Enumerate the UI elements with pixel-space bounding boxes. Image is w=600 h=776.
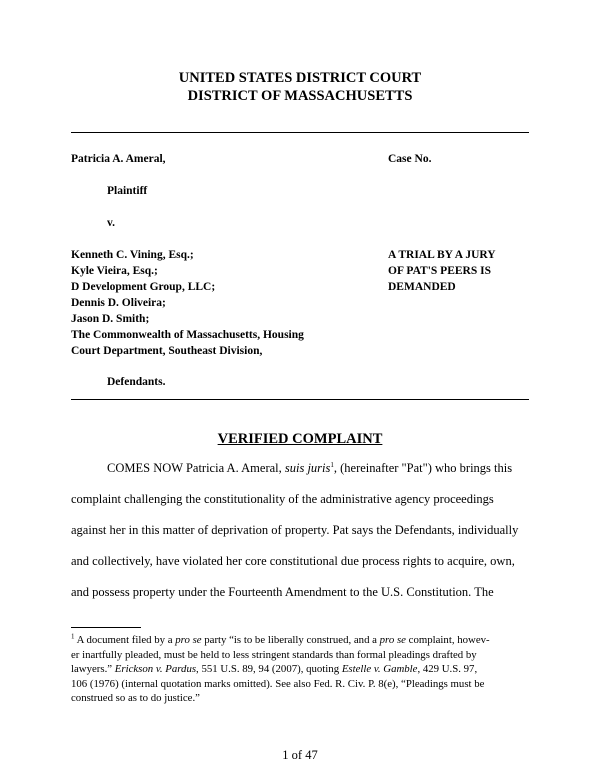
footnote-reference[interactable]: 1: [330, 460, 334, 469]
court-name: UNITED STATES DISTRICT COURT: [178, 70, 422, 86]
case-number-label: Case No.: [388, 153, 432, 165]
complaint-title: VERIFIED COMPLAINT: [217, 431, 383, 447]
caption-bottom-rule: [71, 399, 529, 400]
defendants-label: Defendants.: [107, 376, 166, 388]
versus-label: v.: [107, 217, 115, 229]
footnote-separator: [71, 627, 141, 628]
complaint-paragraph-line: against her in this matter of deprivation of property. Pat says the Defendants, individually: [71, 523, 519, 537]
caption-top-rule: [71, 132, 529, 133]
complaint-paragraph-first-line: COMES NOW Patricia A. Ameral, suis juris$^1$, (hereinafter "Pat") who brings this: [107, 460, 513, 475]
plaintiff-name: Patricia A. Ameral,: [71, 153, 166, 165]
defendant-item: Court Department, Southeast Division,: [71, 345, 263, 357]
jury-demand-line: DEMANDED: [388, 281, 456, 293]
complaint-paragraph-line: and possess property under the Fourteenth Amendment to the U.S. Constitution. The: [71, 585, 494, 599]
jury-demand-line: OF PAT'S PEERS IS: [388, 265, 491, 277]
suis-juris-term: suis juris: [284, 461, 331, 475]
jury-demand-line: A TRIAL BY A JURY: [388, 249, 496, 261]
plaintiff-label: Plaintiff: [107, 185, 148, 197]
footnote: $^1$ A document filed by a pro se party “is to be liberally construed, and a pro se complaint, howev- er inartfully pleaded, must be held to less stringent standards than formal pleadings drafted by lawyers.” Erickson v. Pardus, 551 U.S. 89, 94 (2007), quoting Estelle v. Gamble, 429 U.S. 97, 106 (1976) (internal quotation marks omitted). See also Fed. R. Civ. P. 8(e), “Pleadings must be construed so as to do justice.”: [71, 632, 490, 704]
defendant-item: D Development Group, LLC;: [71, 281, 216, 293]
defendant-item: Kenneth C. Vining, Esq.;: [71, 249, 194, 261]
page-number: 1 of 47: [282, 748, 318, 762]
defendant-item: Dennis D. Oliveira;: [71, 297, 166, 309]
defendant-item: Jason D. Smith;: [71, 313, 150, 325]
defendant-item: Kyle Vieira, Esq.;: [71, 265, 158, 277]
footnote-marker: 1: [71, 632, 75, 641]
court-district: DISTRICT OF MASSACHUSETTS: [187, 88, 413, 104]
defendant-item: The Commonwealth of Massachusetts, Housing: [71, 329, 304, 341]
complaint-paragraph-line: and collectively, have violated her core constitutional due process rights to acquire, own,: [71, 554, 515, 568]
complaint-paragraph-line: complaint challenging the constitutionality of the administrative agency proceedings: [71, 492, 494, 506]
